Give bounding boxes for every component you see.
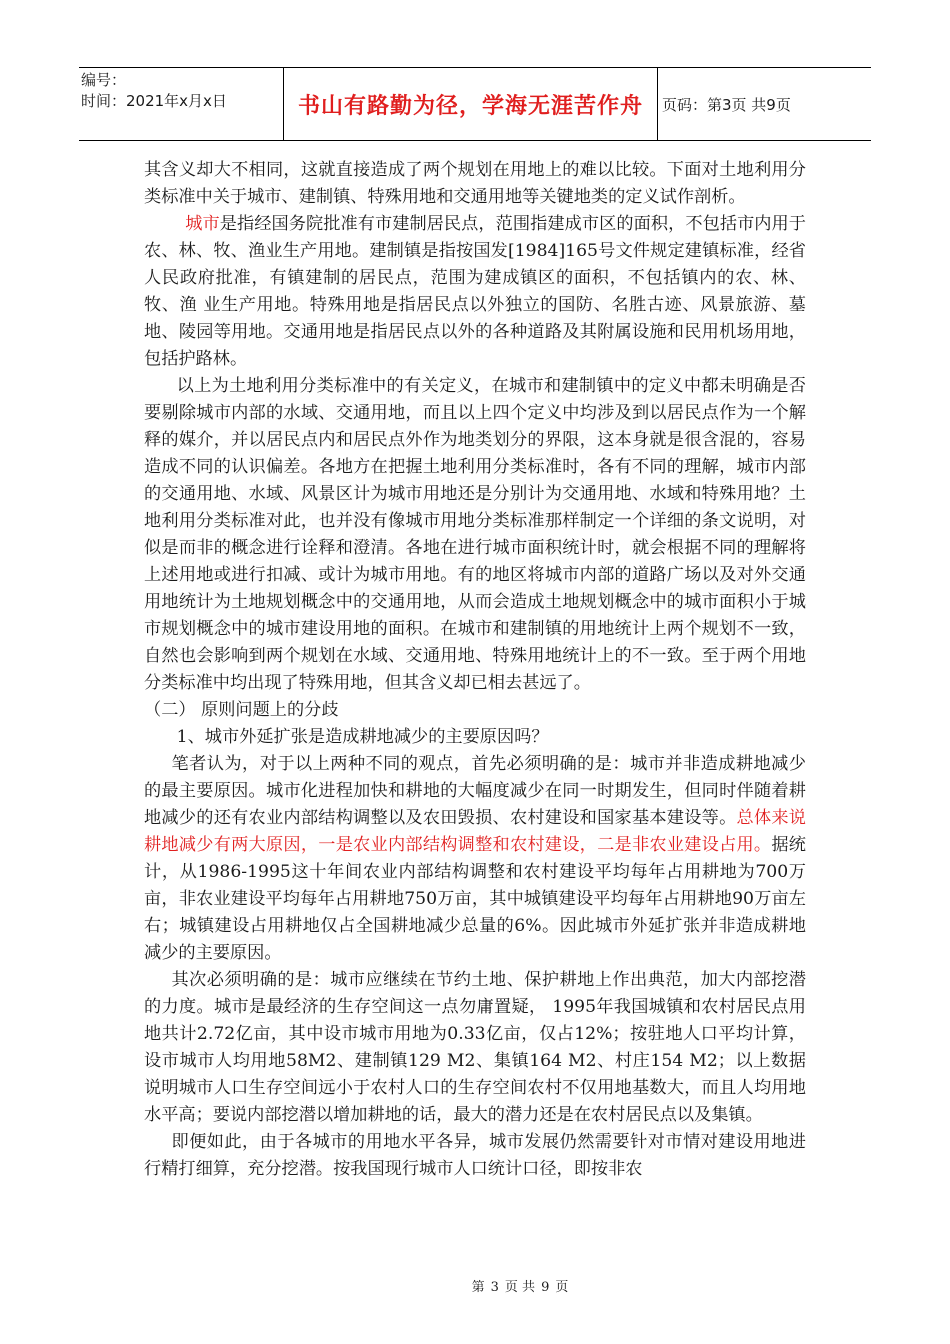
header-page-code: 页码：第3页 共9页 [662, 95, 791, 114]
document-body [144, 157, 806, 1183]
footer-suffix: 页 [555, 1280, 569, 1295]
footer-middle: 页 共 [504, 1280, 536, 1295]
paragraph-4-text-a: 笔者认为，对于以上两种不同的观点，首先必须明确的是：城市并非造成耕地减少的最主要原因。城市化进程加快和耕地的大幅度减少在同一时期发生，但同时伴随着耕地减少的还有农业内部结构调整以及农田毁损、农村建设和国家基本建设等。 [144, 754, 806, 828]
highlight-cause-summary: 总体来说耕地减少有两大原因，一是农业内部结构调整和农村建设，二是非农业建设占用。 [144, 808, 806, 855]
paragraph-2-text: 是指经国务院批准有市建制居民点，范围指建成市区的面积，不包括市内用于农、林、牧、渔业生产用地。建制镇是指按国发[1984]165号文件规定建镇标准，经省人民政府批准，有镇建制的居民点，范围为建成镇区的面积，不包括镇内的农、林、牧、渔 业生产用地。特殊用地是指居民点以外独立的国防、名胜古迹、风景旅游、墓地、陵园等用地。交通用地是指居民点以外的各种道路及其附属设施和民用机场用地，包括护路林。 [144, 214, 806, 369]
header-motto: 书山有路勤为径，学海无涯苦作舟 [284, 68, 658, 140]
paragraph-2 [144, 211, 806, 373]
paragraph-1: 其含义却大不相同，这就直接造成了两个规划在用地上的难以比较。下面对土地利用分类标准中关于城市、建制镇、特殊用地和交通用地等关键地类的定义试作剖析。 [144, 160, 806, 207]
footer-prefix: 第 [471, 1280, 485, 1295]
paragraph-4-text-b: 据统计，从1986-1995这十年间农业内部结构调整和农村建设平均每年占用耕地为700万亩，非农业建设平均每年占用耕地750万亩，其中城镇建设平均每年占用耕地90万亩左右；城镇建设占用耕地仅占全国耕地减少总量的6%。因此城市外延扩张并非造成耕地减少的主要原因。 [144, 835, 806, 963]
paragraph-5: 其次必须明确的是：城市应继续在节约土地、保护耕地上作出典范，加大内部挖潜的力度。城市是最经济的生存空间这一点勿庸置疑， 1995年我国城镇和农村居民点用地共计2.72亿亩，其中设市城市用地为0.33亿亩，仅占12%；按驻地人口平均计算，设市城市人均用地58M2、建制镇129 M2、集镇164 M2、村庄154 M2；以上数据说明城市人口生存空间远小于农村人口的生存空间农村不仅用地基数大，而且人均用地水平高；要说内部挖潜以增加耕地的话，最大的潜力还是在农村居民点以及集镇。 [144, 970, 806, 1125]
paragraph-3: 以上为土地利用分类标准中的有关定义，在城市和建制镇中的定义中都未明确是否要剔除城市内部的水域、交通用地，而且以上四个定义中均涉及到以居民点作为一个解释的媒介，并以居民点内和居民点外作为地类划分的界限，这本身就是很含混的，容易造成不同的认识偏差。各地方在把握土地利用分类标准时，各有不同的理解，城市内部的交通用地、水域、风景区计为城市用地还是分别计为交通用地、水域和特殊用地？土地利用分类标准对此，也并没有像城市用地分类标准那样制定一个详细的条文说明，对似是而非的概念进行诠释和澄清。各地在进行城市面积统计时，就会根据不同的理解将上述用地或进行扣减、或计为城市用地。有的地区将城市内部的道路广场以及对外交通用地统计为土地规划概念中的交通用地，从而会造成土地规划概念中的城市面积小于城市规划概念中的城市建设用地的面积。在城市和建制镇的用地统计上两个规划不一致，自然也会影响到两个规划在水域、交通用地、特殊用地统计上的不一致。至于两个用地分类标准中均出现了特殊用地，但其含义却已相去甚远了。 [144, 376, 806, 693]
page-header [79, 67, 871, 141]
paragraph-6: 即便如此，由于各城市的用地水平各异，城市发展仍然需要针对市情对建设用地进行精打细算，充分挖潜。按我国现行城市人口统计口径，即按非农 [144, 1132, 806, 1179]
page-footer [0, 1276, 950, 1295]
footer-page-number: 3 [490, 1280, 499, 1295]
subsection-heading: 1、城市外延扩张是造成耕地减少的主要原因吗？ [176, 727, 549, 747]
paragraph-4 [144, 751, 806, 967]
section-heading: （二） 原则问题上的分歧 [144, 700, 339, 720]
footer-total-pages: 9 [541, 1280, 550, 1295]
header-meta [79, 68, 284, 140]
document-date-label: 时间：2021年x月x日 [81, 92, 227, 110]
highlight-city-term: 城市 [185, 214, 220, 234]
document-number-label: 编号： [81, 71, 127, 89]
